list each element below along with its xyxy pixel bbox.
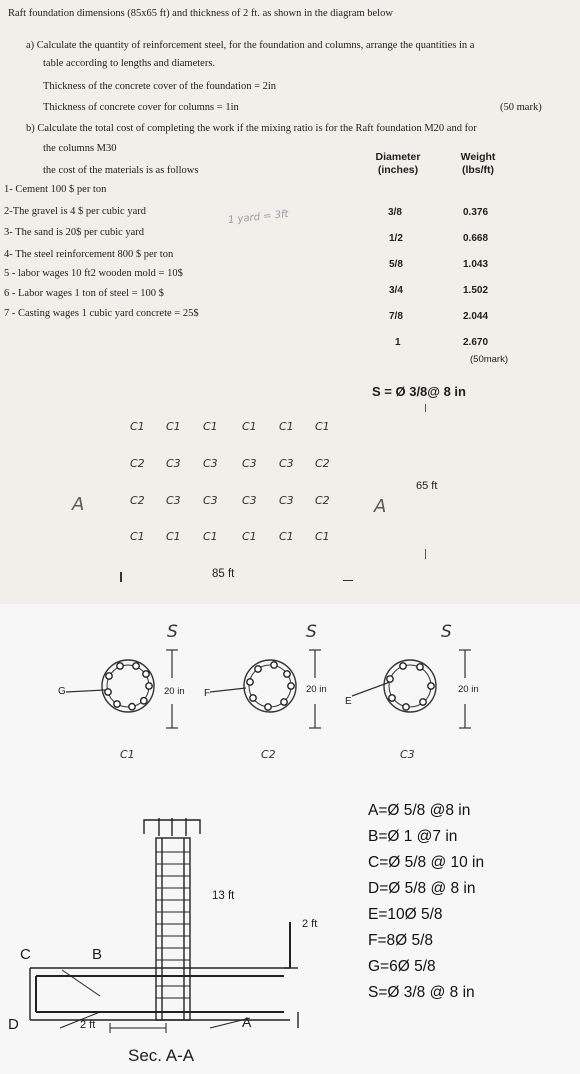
column-label: C1 bbox=[315, 530, 330, 543]
column-label: C1 bbox=[279, 420, 294, 433]
cost-item: 1- Cement 100 $ per ton bbox=[4, 184, 107, 195]
column-label: C3 bbox=[203, 494, 218, 507]
column-label: C1 bbox=[315, 420, 330, 433]
section-marker-left: A bbox=[72, 494, 85, 515]
bar-label-d: D bbox=[8, 1016, 19, 1033]
column-label: C3 bbox=[166, 457, 181, 470]
column-size-dim: 20 in bbox=[164, 686, 185, 697]
column-label: C2 bbox=[315, 457, 330, 470]
part-b-line3: the cost of the materials is as follows bbox=[43, 165, 199, 176]
handwritten-note: 1 yard = 3ft bbox=[227, 208, 290, 227]
column-sections-drawing bbox=[0, 604, 580, 744]
column-type-label: C3 bbox=[400, 748, 415, 761]
table-cell-diameter: 5/8 bbox=[389, 259, 403, 270]
part-a-mark: (50 mark) bbox=[500, 102, 542, 113]
problem-title: Raft foundation dimensions (85x65 ft) and thickness of 2 ft. as shown in the diagram below bbox=[8, 8, 393, 19]
cost-item: 7 - Casting wages 1 cubic yard concrete = 25$ bbox=[4, 308, 199, 319]
bar-label-g: G bbox=[58, 686, 66, 697]
part-a-line1: a) Calculate the quantity of reinforcement steel, for the foundation and columns, arrange the quantities in a bbox=[26, 40, 475, 51]
bar-label-e: E bbox=[345, 696, 352, 707]
section-marker-right: A bbox=[374, 496, 387, 517]
legend-entry: G=6Ø 5/8 bbox=[368, 958, 436, 975]
column-label: C1 bbox=[166, 420, 181, 433]
column-label: C2 bbox=[130, 494, 145, 507]
table-mark: (50mark) bbox=[470, 354, 509, 365]
column-label: C1 bbox=[203, 420, 218, 433]
table-cell-weight: 1.043 bbox=[463, 259, 489, 270]
part-b-line2: the columns M30 bbox=[43, 143, 117, 154]
table-cell-weight: 1.502 bbox=[463, 285, 489, 296]
dim-tick bbox=[120, 572, 122, 582]
section-title: Sec. A-A bbox=[128, 1046, 195, 1065]
plan-height-dim: 65 ft bbox=[416, 480, 438, 492]
column-size-dim: 20 in bbox=[306, 684, 327, 695]
bar-label-b: B bbox=[92, 946, 103, 963]
column-label: C1 bbox=[203, 530, 218, 543]
edge-dim: 2 ft bbox=[80, 1019, 96, 1031]
table-cell-weight: 0.376 bbox=[463, 207, 489, 218]
legend-entry: S=Ø 3/8 @ 8 in bbox=[368, 984, 475, 1001]
column-label: C3 bbox=[242, 494, 257, 507]
stirrup-label: S bbox=[441, 622, 452, 642]
column-type-label: C2 bbox=[261, 748, 276, 761]
table-header-weight: Weight (lbs/ft) bbox=[460, 151, 496, 176]
column-type-label: C1 bbox=[120, 748, 135, 761]
section-marker-a: A bbox=[242, 1014, 252, 1030]
dim-tick bbox=[425, 404, 426, 412]
legend-entry: B=Ø 1 @7 in bbox=[368, 828, 458, 845]
column-label: C1 bbox=[279, 530, 294, 543]
column-label: C1 bbox=[166, 530, 181, 543]
column-label: C3 bbox=[203, 457, 218, 470]
column-label: C1 bbox=[242, 420, 257, 433]
slab-thickness-dim: 2 ft bbox=[302, 918, 318, 930]
plan-width-dim: 85 ft bbox=[212, 568, 235, 580]
table-header-diameter: Diameter (inches) bbox=[375, 151, 421, 176]
legend-entry: F=8Ø 5/8 bbox=[368, 932, 434, 949]
legend-entry: E=10Ø 5/8 bbox=[368, 906, 443, 923]
bar-label-c: C bbox=[20, 946, 31, 963]
cost-item: 2-The gravel is 4 $ per cubic yard bbox=[4, 206, 146, 217]
column-size-dim: 20 in bbox=[458, 684, 479, 695]
table-cell-diameter: 3/8 bbox=[388, 207, 402, 218]
foundation-cover: Thickness of the concrete cover of the foundation = 2in bbox=[43, 81, 277, 92]
legend-entry: D=Ø 5/8 @ 8 in bbox=[368, 880, 476, 897]
column-label: C3 bbox=[242, 457, 257, 470]
part-a-line2: table according to lengths and diameters. bbox=[43, 58, 216, 69]
table-cell-diameter: 7/8 bbox=[389, 311, 403, 322]
bar-label-f: F bbox=[204, 688, 211, 699]
column-label: C1 bbox=[242, 530, 257, 543]
column-label: C1 bbox=[130, 420, 145, 433]
column-label: C1 bbox=[130, 530, 145, 543]
stirrup-note: S = Ø 3/8@ 8 in bbox=[372, 384, 466, 399]
legend-entry: C=Ø 5/8 @ 10 in bbox=[368, 854, 485, 871]
column-height-dim: 13 ft bbox=[212, 890, 235, 902]
dim-tick bbox=[343, 580, 353, 581]
cost-item: 5 - labor wages 10 ft2 wooden mold = 10$ bbox=[4, 268, 183, 279]
column-cover: Thickness of concrete cover for columns = 1in bbox=[43, 102, 239, 113]
table-cell-weight: 0.668 bbox=[463, 233, 489, 244]
part-b-line1: b) Calculate the total cost of completing the work if the mixing ratio is for the Raft foundation M20 and for bbox=[26, 123, 477, 134]
column-label: C2 bbox=[315, 494, 330, 507]
table-cell-diameter: 3/4 bbox=[389, 285, 403, 296]
table-cell-diameter: 1/2 bbox=[389, 233, 403, 244]
column-label: C2 bbox=[130, 457, 145, 470]
cost-item: 3- The sand is 20$ per cubic yard bbox=[4, 227, 145, 238]
column-label: C3 bbox=[279, 494, 294, 507]
cost-item: 4- The steel reinforcement 800 $ per ton bbox=[4, 249, 174, 260]
column-label: C3 bbox=[279, 457, 294, 470]
dim-tick bbox=[425, 549, 426, 559]
legend-entry: A=Ø 5/8 @8 in bbox=[368, 802, 471, 819]
table-cell-weight: 2.670 bbox=[463, 337, 489, 348]
stirrup-label: S bbox=[306, 622, 317, 642]
cost-item: 6 - Labor wages 1 ton of steel = 100 $ bbox=[4, 288, 164, 299]
stirrup-label: S bbox=[167, 622, 178, 642]
column-label: C3 bbox=[166, 494, 181, 507]
table-cell-diameter: 1 bbox=[395, 337, 401, 348]
table-cell-weight: 2.044 bbox=[463, 311, 489, 322]
